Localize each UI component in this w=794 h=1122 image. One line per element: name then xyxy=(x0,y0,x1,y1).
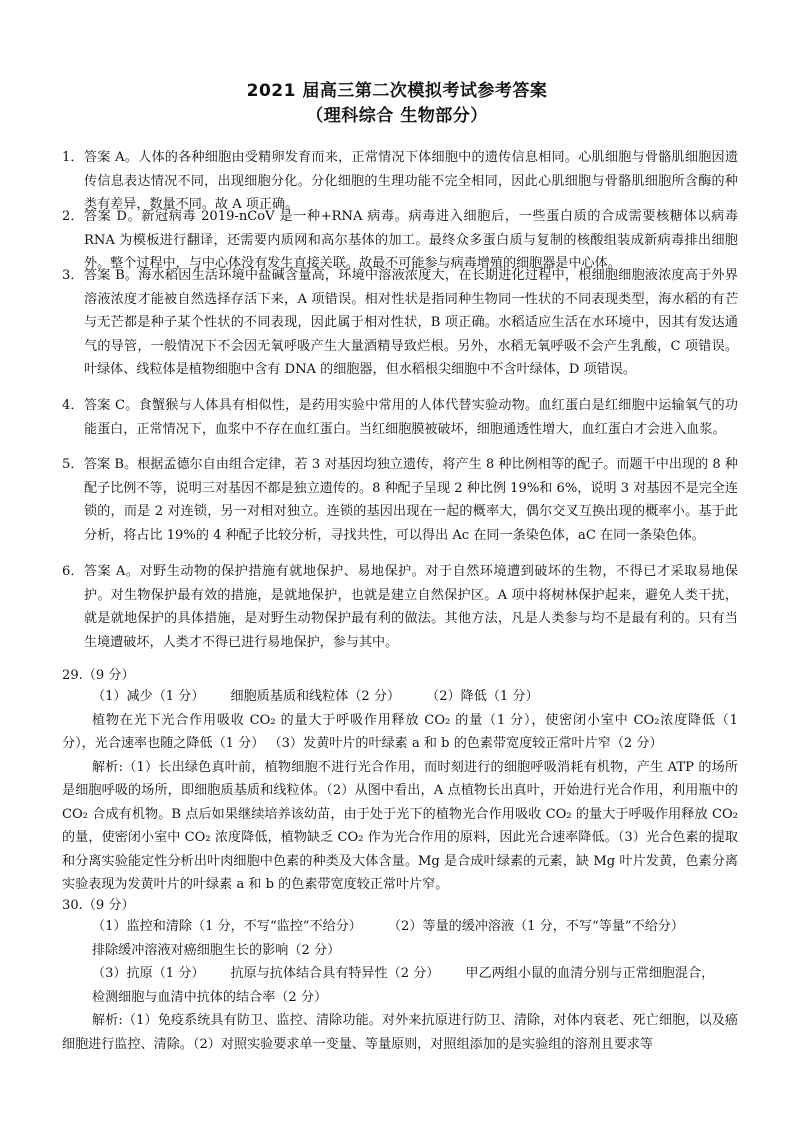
item-text: 答案 B。海水稻因生活环境中盐碱含量高，环境中溶液浓度大，在长期进化过程中，根细胞细胞液浓度高于外界溶液浓度才能被自然选择存活下来，A 项错误。相对性状是指同种生物同一性状的不同表现类型，海水稻的有芒与无芒都是种子某个性状的不同表现，因此属于相对性状，B 项正确。水稻适应生活在水环境中，因其有发达通气的导管，一般情况下不会因无氧呼吸产生大量酒精导致烂根。另外，水稻无氧呼吸不会产生乳酸，C 项错误。叶绿体、线粒体是植物细胞中含有 DNA 的细胞器，但水稻根尖细胞中不含叶绿体，D 项错误。 xyxy=(84,268,738,377)
q30-answer-2a: （2）等量的缓冲溶液（1 分，不写“等量”不给分） xyxy=(387,919,684,934)
q30-answer-3b: 抗原与抗体结合具有特异性（2 分） xyxy=(230,966,440,981)
item-text: 答案 B。根据孟德尔自由组合定律，若 3 对基因均独立遗传，将产生 8 种比例相等的配子。而题干中出现的 8 种配子比例不等，说明三对基因不都是独立遗传的。8 种配子呈现 2 种比例 19%和 6%，说明 3 对基因不是完全连锁的，而是 2 对连锁，另一对相对独立。连锁的基因出现在一起的概率大，偶尔交叉互换出现的概率小。基于此分析，将占比 19%的 4 种配子比较分析，寻找共性，可以得出 Ac 在同一条染色体，aC 在同一条染色体。 xyxy=(84,457,738,543)
item-number: 6． xyxy=(62,564,84,579)
q30-answer-line-3 xyxy=(62,962,738,986)
q30-answer-1: （1）监控和清除（1 分，不写“监控”不给分） xyxy=(92,919,362,934)
item-number: 1． xyxy=(62,150,84,165)
q29-answer-1b: 细胞质基质和线粒体（2 分） xyxy=(230,689,401,704)
question-29-body xyxy=(62,685,738,897)
q29-answer-line-1 xyxy=(62,685,738,709)
page-subtitle: （理科综合 生物部分） xyxy=(306,106,488,126)
answer-item-4 xyxy=(62,394,738,441)
item-text: 答案 D。新冠病毒 2019-nCoV 是一种+RNA 病毒。病毒进入细胞后，一些蛋白质的合成需要核糖体以病毒 RNA 为模板进行翻译，还需要内质网和高尔基体的加工。最终众多蛋白质与复制的核酸组装成新病毒排出细胞外。整个过程中，与中心体没有发生直接关联。故最不可能参与病毒增殖的细胞器是中心体。 xyxy=(84,209,738,271)
q30-answer-3a: （3）抗原（1 分） xyxy=(92,966,205,981)
question-29-heading: 29.（9 分） xyxy=(62,668,135,683)
answer-item-6 xyxy=(62,560,738,654)
q30-analysis: 解析:（1）免疫系统具有防卫、监控、清除功能。对外来抗原进行防卫、清除，对体内衰老、死亡细胞，以及癌细胞进行监控、清除。（2）对照实验要求单一变量、等量原则，对照组添加的是实验组的溶剂且要求等 xyxy=(62,1013,738,1052)
item-number: 4． xyxy=(62,398,84,413)
q29-answer-1: （1）减少（1 分） xyxy=(92,689,205,704)
answer-item-3 xyxy=(62,264,738,382)
item-text: 答案 C。食蟹猴与人体具有相似性，是药用实验中常用的人体代替实验动物。血红蛋白是红细胞中运输氧气的功能蛋白，正常情况下，血浆中不存在血红蛋白。当红细胞膜被破坏，细胞通透性增大，血红蛋白才会进入血浆。 xyxy=(84,398,738,437)
q29-analysis: 解析:（1）长出绿色真叶前，植物细胞不进行光合作用，而时刻进行的细胞呼吸消耗有机物，产生 ATP 的场所是细胞呼吸的场所，即细胞质基质和线粒体。（2）从图中看出，A 点植物长出真叶，开始进行光合作用，利用瓶中的 CO₂ 合成有机物。B 点后如果继续培养该幼苗，由于处于光下的植物光合作用吸收 CO₂ 的量大于呼吸作用释放 CO₂ 的量，使密闭小室中 CO₂ 浓度降低，植物缺乏 CO₂ 作为光合作用的原料，因此光合速率降低。（3）光合色素的提取和分离实验能定性分析出叶肉细胞中色素的种类及大体含量。Mg 是合成叶绿素的元素，缺 Mg 叶片发黄，色素分离实验表现为发黄叶片的叶绿素 a 和 b 的色素带宽度较正常叶片窄。 xyxy=(62,759,738,892)
q29-answer-2-3: 植物在光下光合作用吸收 CO₂ 的量大于呼吸作用释放 CO₂ 的量（1 分），使密闭小室中 CO₂浓度降低（1 分），光合速率也随之降低（1 分） （3）发黄叶片的叶绿素 a 和 b 的色素带宽度较正常叶片窄（2 分） xyxy=(62,712,738,751)
item-number: 5． xyxy=(62,457,84,472)
q30-answer-3d: 检测细胞与血清中抗体的结合率（2 分） xyxy=(92,989,328,1005)
q30-answer-line-1 xyxy=(62,915,738,939)
q30-answer-3c: 甲乙两组小鼠的血清分别与正常细胞混合， xyxy=(465,966,715,981)
answer-item-5 xyxy=(62,453,738,547)
item-text: 答案 A。对野生动物的保护措施有就地保护、易地保护。对于自然环境遭到破坏的生物，不得已才采取易地保护。对生物保护最有效的措施，是就地保护，也就是建立自然保护区。A 项中将树林保护起来，避免人类干扰，就是就地保护的具体措施，是对野生动物保护最有利的做法。其他方法，凡是人类参与均不是最有利的。只有当生境遭破坏，人类才不得已进行易地保护，参与其中。 xyxy=(84,564,738,650)
item-number: 2． xyxy=(62,209,84,224)
page-title: 2021 届高三第二次模拟考试参考答案 xyxy=(246,81,548,101)
q29-answer-2: （2）降低（1 分） xyxy=(426,689,539,704)
item-text: 答案 A。人体的各种细胞由受精卵发育而来，正常情况下体细胞中的遗传信息相同。心肌细胞与骨骼肌细胞因遗传信息表达情况不同，出现细胞分化。分化细胞的生理功能不完全相同，因此心肌细胞与骨骼肌细胞所含酶的种类有差异，数量不同。故 A 项正确。 xyxy=(84,150,738,212)
question-30-body xyxy=(62,915,738,1056)
item-number: 3． xyxy=(62,268,84,283)
question-30-heading: 30.（9 分） xyxy=(62,898,135,913)
q30-answer-2b: 排除缓冲溶液对癌细胞生长的影响（2 分） xyxy=(92,942,341,958)
